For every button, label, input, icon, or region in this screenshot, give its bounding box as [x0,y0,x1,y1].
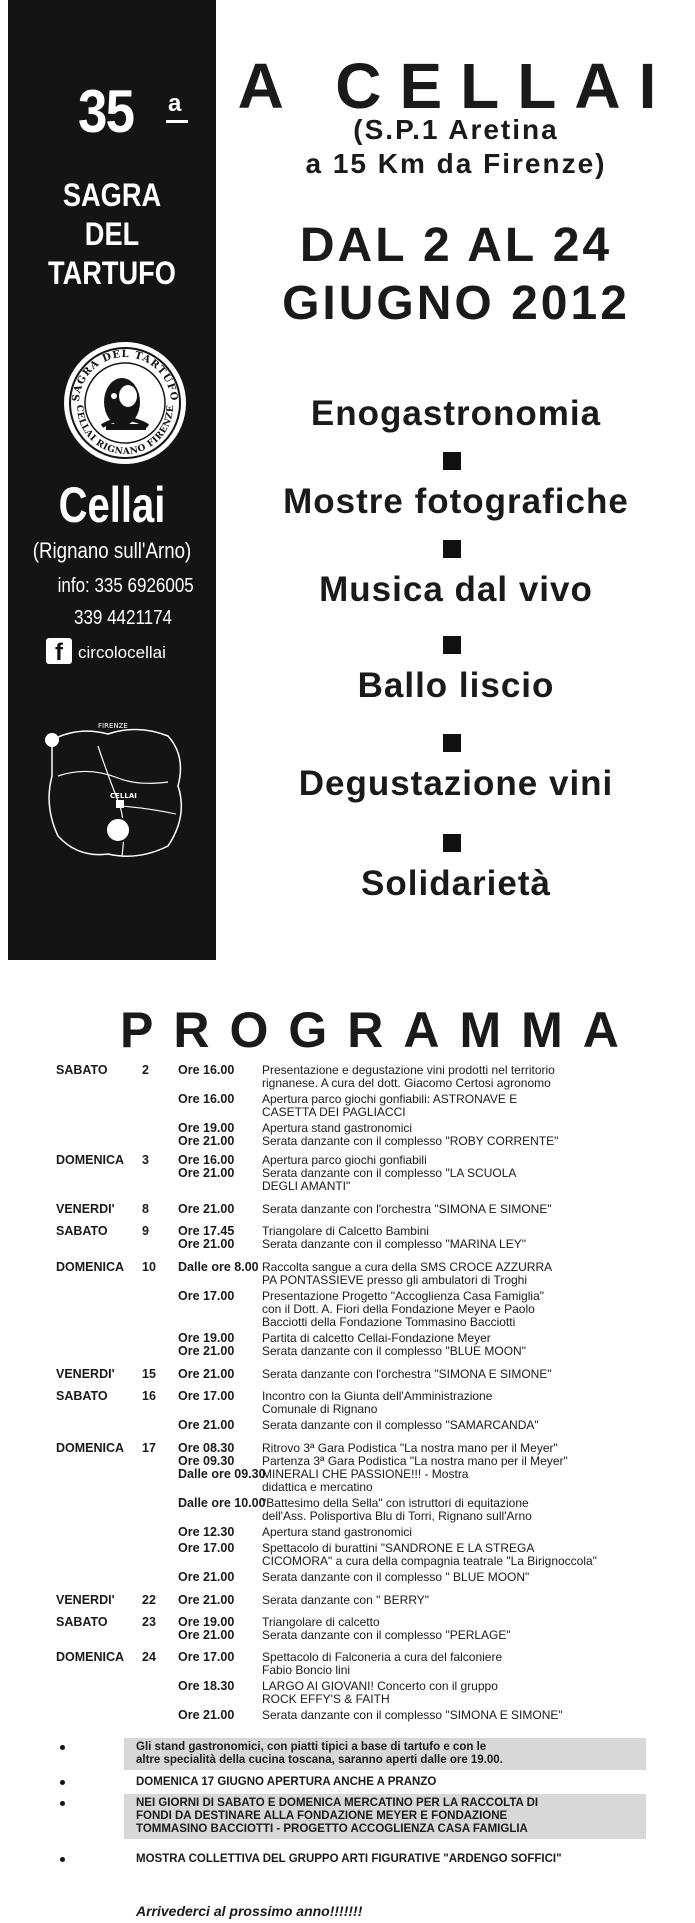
schedule-description: PA PONTASSIEVE presso gli ambulatori di Troghi [262,1273,528,1287]
schedule-day-number: 22 [142,1593,156,1607]
note-line: Gli stand gastronomici, con piatti tipici a base di tartufo e con le [136,1741,487,1753]
schedule-time: Dalle ore 8.00 [178,1260,259,1274]
closing-line: Arrivederci al prossimo anno!!!!!!! [136,1903,363,1919]
schedule-time: Ore 12.30 [178,1525,235,1539]
location-map [38,716,198,866]
note-line: altre specialità della cucina toscana, saranno aperti dalle ore 19.00. [136,1754,503,1766]
schedule-description: Raccolta sangue a cura della SMS CROCE AZZURRA [262,1260,553,1274]
schedule-description: Serata danzante con l'orchestra "SIMONA E SIMONE" [262,1202,552,1216]
schedule-description: Apertura parco giochi gonfiabili: ASTRONAVE E [262,1092,518,1106]
schedule-time: Ore 21.00 [178,1570,235,1584]
logo-text-bottom: CELLAI RIGNANO FIRENZE [73,404,177,458]
schedule-description: Bacciotti della Fondazione Tommasino Bacciotti [262,1315,516,1329]
schedule-day-number: 2 [142,1063,149,1077]
schedule-description: Triangolare di calcetto [262,1615,380,1629]
schedule-time: Ore 18.30 [178,1679,235,1693]
map-label-cellai: CELLAI [110,792,137,800]
schedule-day: SABATO [56,1224,108,1238]
festival-title-line: SAGRA [62,177,162,213]
schedule-day: VENERDI' [56,1202,115,1216]
feature-item: Enogastronomia [310,394,602,433]
schedule-day: SABATO [56,1615,108,1629]
schedule-description: Serata danzante con il complesso "BLUE MOON" [262,1344,526,1358]
schedule-time: Ore 21.00 [178,1166,235,1180]
edition-number: 35 [78,78,134,145]
schedule-description: Serata danzante con il complesso "PERLAGE" [262,1628,511,1642]
schedule-time: Ore 16.00 [178,1153,235,1167]
schedule-day: DOMENICA [56,1441,125,1455]
road-line-1: (S.P.1 Aretina [353,114,559,145]
schedule-time: Ore 21.00 [178,1202,235,1216]
festival-title-line: TARTUFO [48,255,176,291]
schedule-time: Ore 19.00 [178,1121,235,1135]
schedule-time: Ore 19.00 [178,1615,235,1629]
bullet-icon [60,1745,65,1750]
square-bullet-icon [443,452,461,470]
note-line: NEI GIORNI DI SABATO E DOMENICA MERCATINO PER LA RACCOLTA DI [136,1797,539,1809]
schedule-time: Dalle ore 10.00 [178,1496,266,1510]
place-name: Cellai [58,477,166,533]
schedule-description: Presentazione e degustazione vini prodotti nel territorio [262,1063,555,1077]
schedule-description: Presentazione Progetto "Accoglienza Casa Famiglia" [262,1289,544,1303]
schedule-day-number: 10 [142,1260,156,1274]
logo-text-top: SAGRA DEL TARTUFO [70,348,180,403]
schedule-day-number: 9 [142,1224,149,1238]
location-heading: A CELLAI [237,50,675,122]
schedule-description: dell'Ass. Polisportiva Blu di Torri, Rignano sull'Arno [262,1509,532,1523]
schedule-day-number: 8 [142,1202,149,1216]
schedule-description: Serata danzante con il complesso "SAMARCANDA" [262,1418,539,1432]
schedule-day: SABATO [56,1389,108,1403]
schedule-time: Ore 19.00 [178,1331,235,1345]
programme-title: PROGRAMMA [120,1002,639,1058]
schedule-time: Ore 21.00 [178,1367,235,1381]
schedule-description: CICOMORA" a cura della compagnia teatrale "La Birignoccola" [262,1554,597,1568]
schedule-time: Ore 17.00 [178,1289,235,1303]
road-line-2: a 15 Km da Firenze) [305,148,607,179]
schedule-time: Ore 09.30 [178,1454,235,1468]
schedule-day-number: 16 [142,1389,156,1403]
schedule-time: Ore 21.00 [178,1628,235,1642]
schedule-description: DEGLI AMANTI" [262,1179,351,1193]
schedule-description: Comunale di Rignano [262,1402,378,1416]
facebook-page-label: circolocellai [78,643,166,662]
schedule-day-number: 24 [142,1650,156,1664]
schedule-time: Ore 08.30 [178,1441,235,1455]
schedule-description: con il Dott. A. Fiori della Fondazione Meyer e Paolo [262,1302,535,1316]
schedule-day-number: 17 [142,1441,156,1455]
bullet-icon [60,1801,65,1806]
schedule-time: Ore 21.00 [178,1593,235,1607]
schedule-description: Serata danzante con il complesso "ROBY CORRENTE" [262,1134,559,1148]
feature-item: Ballo liscio [357,666,555,705]
schedule-time: Ore 21.00 [178,1708,235,1722]
schedule-description: ROCK EFFY'S & FAITH [262,1692,390,1706]
schedule-description: Spettacolo di burattini "SANDRONE E LA STREGA [262,1541,535,1555]
schedule-day: VENERDI' [56,1593,115,1607]
feature-item: Degustazione vini [298,764,614,803]
schedule-description: Ritrovo 3ª Gara Podistica "La nostra mano per il Meyer" [262,1441,558,1455]
feature-item: Solidarietà [361,864,551,903]
schedule-description: Spettacolo di Falconeria a cura del falconiere [262,1650,503,1664]
note-line: TOMMASINO BACCIOTTI - PROGETTO ACCOGLIENZA CASA FAMIGLIA [136,1823,528,1835]
schedule-description: Apertura stand gastronomici [262,1121,413,1135]
note-line: MOSTRA COLLETTIVA DEL GRUPPO ARTI FIGURATIVE "ARDENGO SOFFICI" [136,1853,562,1865]
square-bullet-icon [443,636,461,654]
schedule-time: Ore 21.00 [178,1134,235,1148]
schedule-description: Apertura parco giochi gonfiabili [262,1153,427,1167]
edition-badge [8,78,216,154]
schedule-description: Serata danzante con il complesso "LA SCUOLA [262,1166,517,1180]
schedule-description: Incontro con la Giunta dell'Amministrazione [262,1389,493,1403]
schedule-time: Ore 17.00 [178,1389,235,1403]
schedule-description: Serata danzante con il complesso "MARINA LEY" [262,1237,526,1251]
schedule-time: Dalle ore 09.30 [178,1467,266,1481]
schedule-time: Ore 17.45 [178,1224,235,1238]
map-label-firenze: FIRENZE [98,722,128,730]
feature-item: Musica dal vivo [319,570,593,609]
schedule-day-number: 23 [142,1615,156,1629]
schedule-description: rignanese. A cura del dott. Giacomo Certosi agronomo [262,1076,551,1090]
schedule-description: CASETTA DEI PAGLIACCI [262,1105,406,1119]
schedule-time: Ore 21.00 [178,1344,235,1358]
place-subtitle: (Rignano sull'Arno) [32,538,192,563]
square-bullet-icon [443,540,461,558]
schedule-description: Serata danzante con il complesso "SIMONA E SIMONE" [262,1708,563,1722]
edition-suffix: a [168,90,182,117]
schedule-day-number: 3 [142,1153,149,1167]
bullet-icon [60,1857,65,1862]
festival-title [24,176,201,293]
schedule-description: MINERALI CHE PASSIONE!!! - Mostra [262,1467,469,1481]
schedule-day: SABATO [56,1063,108,1077]
sidebar-panel [8,0,216,960]
schedule-time: Ore 21.00 [178,1237,235,1251]
dates-line-1: DAL 2 AL 24 [299,219,613,272]
festival-title-line: DEL [84,216,140,252]
schedule-day-number: 15 [142,1367,156,1381]
schedule-day: DOMENICA [56,1650,125,1664]
schedule-description: Serata danzante con il complesso " BLUE MOON" [262,1570,530,1584]
schedule-description: Serata danzante con l'orchestra "SIMONA E SIMONE" [262,1367,552,1381]
schedule-description: Apertura stand gastronomici [262,1525,413,1539]
schedule-description: Triangolare di Calcetto Bambini [262,1224,429,1238]
schedule-day: VENERDI' [56,1367,115,1381]
schedule-description: didattica e mercatino [262,1480,373,1494]
schedule-day: DOMENICA [56,1153,125,1167]
schedule-time: Ore 17.00 [178,1650,235,1664]
info-phone-1: info: 335 6926005 [57,575,194,597]
schedule-description: "Battesimo della Sella" con istruttori di equitazione [262,1496,529,1510]
schedule-time: Ore 21.00 [178,1418,235,1432]
schedule-description: Serata danzante con " BERRY" [262,1593,430,1607]
square-bullet-icon [443,734,461,752]
schedule-description: Partenza 3ª Gara Podistica "La nostra mano per il Meyer" [262,1454,568,1468]
schedule-description: LARGO AI GIOVANI! Concerto con il gruppo [262,1679,498,1693]
schedule-time: Ore 16.00 [178,1092,235,1106]
edition-underline [166,120,188,123]
note-line: DOMENICA 17 GIUGNO APERTURA ANCHE A PRANZO [136,1776,437,1788]
note-line: FONDI DA DESTINARE ALLA FONDAZIONE MEYER E FONDAZIONE [136,1810,508,1822]
schedule-time: Ore 16.00 [178,1063,235,1077]
feature-item: Mostre fotografiche [283,482,629,521]
facebook-icon: f [46,638,72,664]
schedule-description: Partita di calcetto Cellai-Fondazione Meyer [262,1331,491,1345]
bullet-icon [60,1780,65,1785]
info-phone-2: 339 4421174 [74,607,173,629]
festival-logo-icon [62,340,188,466]
schedule-time: Ore 17.00 [178,1541,235,1555]
dates-line-2: GIUGNO 2012 [282,277,630,330]
schedule-day: DOMENICA [56,1260,125,1274]
schedule-description: Fabio Boncio lini [262,1663,351,1677]
square-bullet-icon [443,834,461,852]
